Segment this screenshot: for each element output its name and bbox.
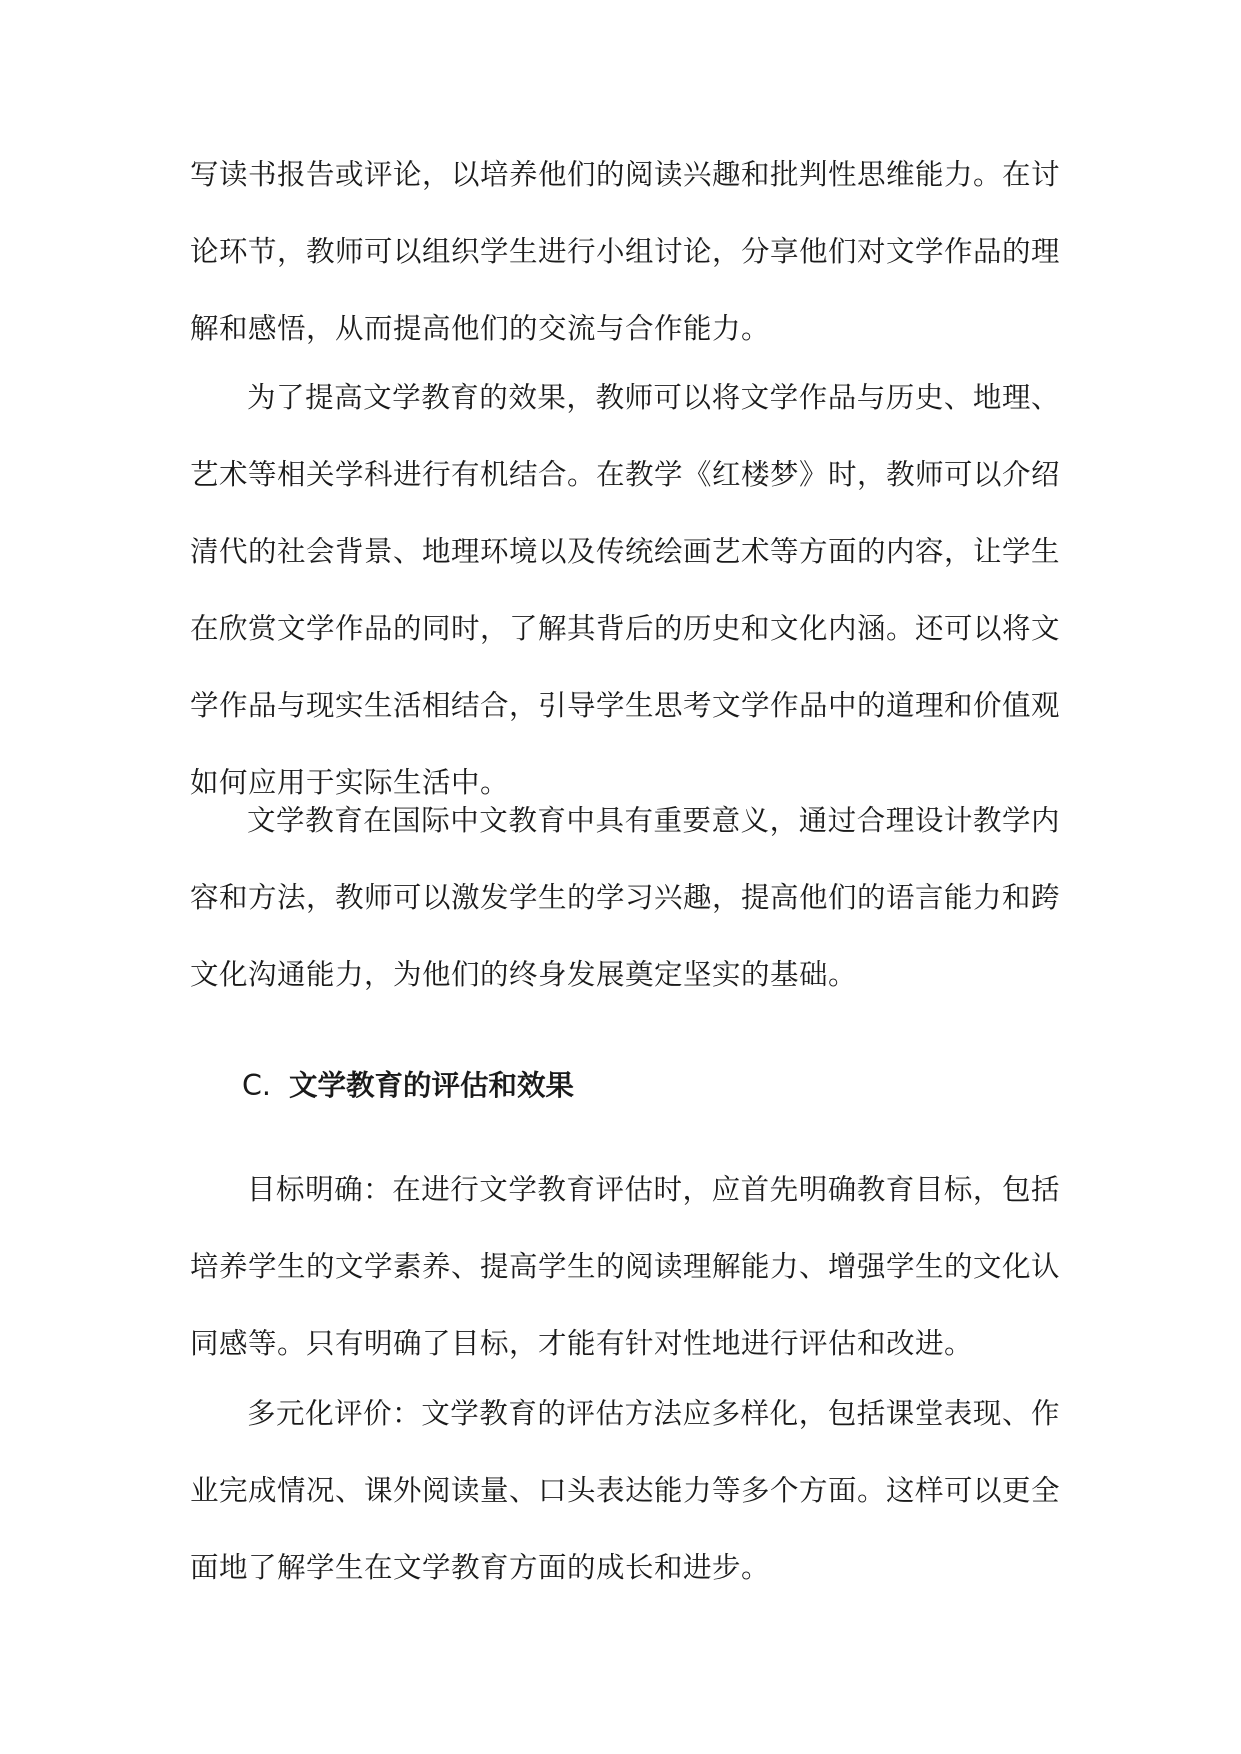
section-title: 文学教育的评估和效果	[288, 1069, 574, 1102]
paragraph-significance: 文学教育在国际中文教育中具有重要意义，通过合理设计教学内容和方法，教师可以激发学生的学习兴趣，提高他们的语言能力和跨文化沟通能力，为他们的终身发展奠定坚实的基础。	[190, 804, 1061, 991]
paragraph-diverse-evaluation: 多元化评价：文学教育的评估方法应多样化，包括课堂表现、作业完成情况、课外阅读量、口头表达能力等多个方面。这样可以更全面地了解学生在文学教育方面的成长和进步。	[190, 1397, 1061, 1584]
paragraph-clear-goals: 目标明确：在进行文学教育评估时，应首先明确教育目标，包括培养学生的文学素养、提高学生的阅读理解能力、增强学生的文化认同感等。只有明确了目标，才能有针对性地进行评估和改进。	[190, 1173, 1061, 1360]
paragraph-interdisciplinary: 为了提高文学教育的效果，教师可以将文学作品与历史、地理、艺术等相关学科进行有机结合。在教学《红楼梦》时，教师可以介绍清代的社会背景、地理环境以及传统绘画艺术等方面的内容，让学生在欣赏文学作品的同时，了解其背后的历史和文化内涵。还可以将文学作品与现实生活相结合，引导学生思考文学作品中的道理和价值观如何应用于实际生活中。	[190, 381, 1061, 799]
section-heading	[242, 1066, 574, 1106]
paragraph-reading-report: 写读书报告或评论，以培养他们的阅读兴趣和批判性思维能力。在讨论环节，教师可以组织学生进行小组讨论，分享他们对文学作品的理解和感悟，从而提高他们的交流与合作能力。	[190, 158, 1061, 345]
section-marker: C.	[242, 1069, 271, 1102]
